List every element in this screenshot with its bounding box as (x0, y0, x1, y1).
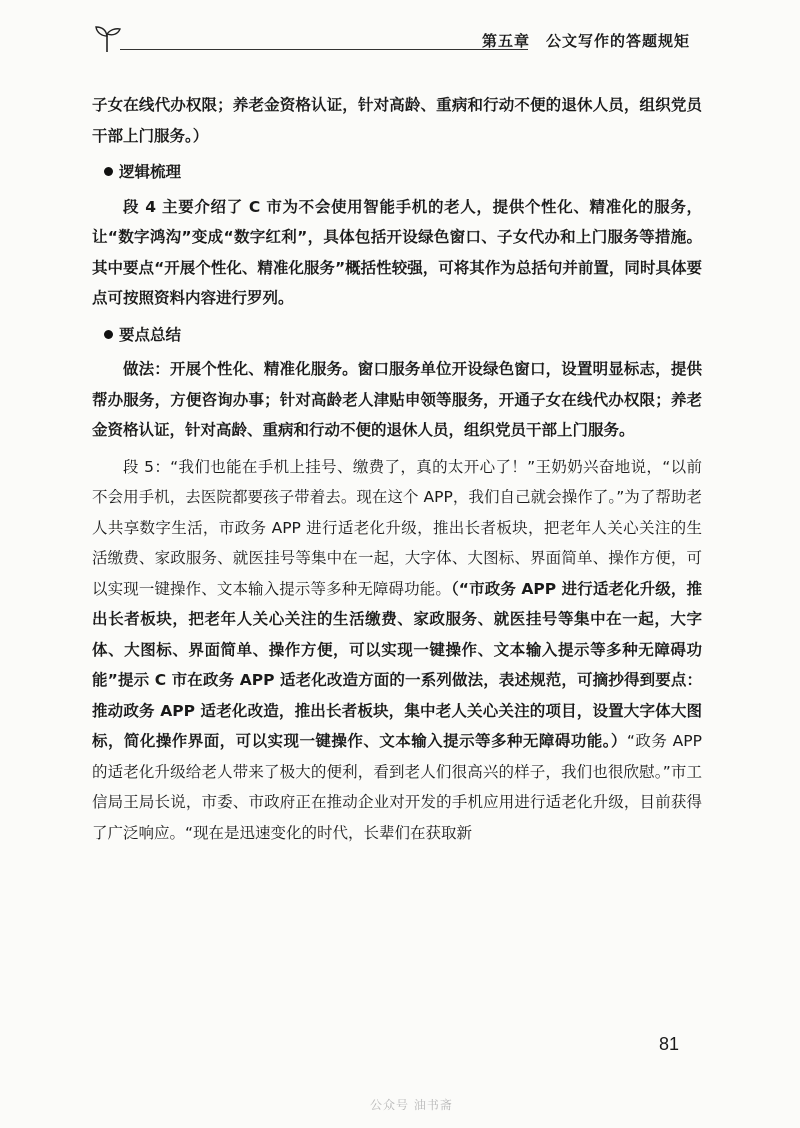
sprout-icon (90, 20, 124, 54)
analysis-text: （“市政务 APP 进行适老化升级，推出长者板块，把老年人关心关注的生活缴费、家政服务、就医挂号等集中在一起，大字体、大图标、界面简单、操作方便，可以实现一键操作、文本输入提示等多种无障碍功能”提示 C 市在政务 APP 适老化改造方面的一系列做法，表述规范，可摘抄得到要点：推动政务 APP 适老化改造，推出长者板块，集中老人关心关注的项目，设置大字体大图标，简化操作界面，可以实现一键操作、文本输入提示等多种无障碍功能。） (92, 579, 702, 750)
heading-text: 逻辑梳理 (119, 163, 182, 181)
page-body (92, 90, 702, 848)
material-text-b: “政务 APP 的适老化升级给老人带来了极大的便利，看到老人们很高兴的样子，我们也很欣慰。”市工信局王局长说，市委、市政府正在推动企业对开发的手机应用进行适老化升级，目前获得了广泛响应。“现在是迅速变化的时代，长辈们在获取新 (92, 732, 702, 842)
watermark: 公众号 油书斋 (370, 1098, 453, 1112)
chapter-label: 第五章 (481, 32, 530, 50)
bullet-icon (104, 167, 113, 176)
material-text-a: 段 5：“我们也能在手机上挂号、缴费了，真的太开心了！”王奶奶兴奋地说，“以前不会用手机，去医院都要孩子带着去。现在这个 APP，我们自己就会操作了。”为了帮助老人共享数字生活，市政务 APP 进行适老化升级，推出长者板块，把老年人关心关注的生活缴费、家政服务、就医挂号等集中在一起，大字体、大图标、界面简单、操作方便，可以实现一键操作、文本输入提示等多种无障碍功能。 (92, 457, 702, 598)
header-title (482, 30, 690, 51)
paragraph-continuation: 子女在线代办权限；养老金资格认证，针对高龄、重病和行动不便的退休人员，组织党员干部上门服务。） (92, 96, 702, 145)
paragraph-summary: 做法：开展个性化、精准化服务。窗口服务单位开设绿色窗口，设置明显标志，提供帮办服务，方便咨询办事；针对高龄老人津贴申领等服务，开通子女在线代办权限；养老金资格认证，针对高龄、重病和行动不便的退休人员，组织党员干部上门服务。 (92, 360, 702, 439)
section-heading-logic (104, 157, 702, 188)
paragraph-logic: 段 4 主要介绍了 C 市为不会使用智能手机的老人，提供个性化、精准化的服务，让“数字鸿沟”变成“数字红利”，具体包括开设绿色窗口、子女代办和上门服务等措施。其中要点“开展个性化、精准化服务”概括性较强，可将其作为总括句并前置，同时具体要点可按照资料内容进行罗列。 (92, 197, 702, 307)
bullet-icon (104, 330, 113, 339)
section-heading-summary (104, 320, 702, 351)
page-number: 81 (659, 1034, 680, 1054)
page-header (72, 20, 712, 54)
chapter-title: 公文写作的答题规矩 (545, 32, 690, 50)
header-rule (120, 49, 528, 50)
heading-text: 要点总结 (119, 325, 182, 344)
paragraph-material-5 (92, 452, 702, 849)
